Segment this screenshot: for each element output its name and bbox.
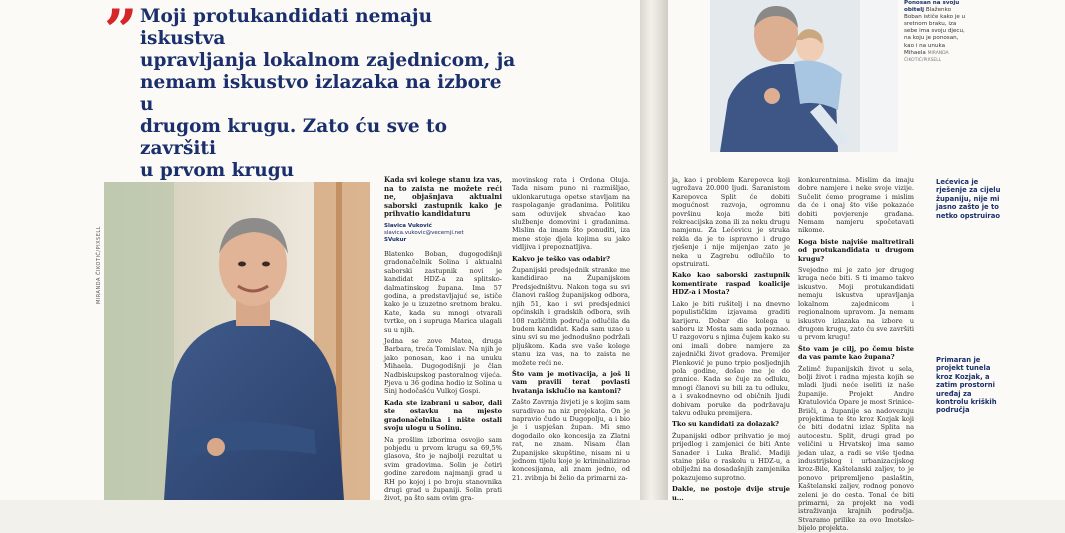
byline: [384, 223, 502, 244]
paragraph: Županijski predsjednik stranke me kandidirao na Županijskom Predsjedništvu. Nakon toga su svi članovi rašlog županijskog odbora, njih 51, kao i svi predsjednici općinskih i gradskih odbora, svih 108 različitih područja odlučila da budem kandidat. Kada sam uzao u sinu svi su me jednodušno podržali pljuškom. Kada sve vaše kolege stanu iza vas, na to zaista ne možete reći ne.: [512, 266, 630, 367]
quote-mark-icon: ”: [104, 0, 138, 65]
family-illustration: [710, 0, 898, 152]
paragraph: konkurentnima. Mislim da imaju dobre namjere i neke svoje vizije. Sučelit ćemo programe i mislim da će i onaj što više pokazaće dobiti povjerenje građana. Nemam namjeru spočetavati nikome.: [798, 176, 914, 235]
photo-caption: [904, 0, 966, 64]
paragraph: Lako je biti rušitelj i na dnevno populističkim izjavama graditi karijeru. Dobar dio kolega u saboru iz Mosta sam sada poznao. U razgovoru s njima čujem kako su oni imali dobre namjere za zajednički život gradova. Premijer Plenković je puno trpio posljednjih pola godine, došao me je do granice. Kada se čuje za odluku, mnogi članovi su bili za tu odluku, a i svakodnevno od običnih ljudi dobivam poruke da podržavaju takvu odluku premijera.: [672, 299, 790, 417]
question: Kada ste izabrani u sabor, dali ste ostavku na mjesto gradonačelnika i nište ostali svoju ulogu u Solinu.: [384, 398, 502, 433]
article-lead: Kada svi kolege stanu iza vas, na to zaista ne možete reći ne, objašnjava aktualni saborski zastupnik kako je prihvatio kandidaturu: [384, 175, 502, 219]
paragraph: Svejedno mi je zato jer drugog kruga neće biti. S ti imamo takvo iskustvo. Moji protukandidati nemaju iskustva upravljanja lokalnom zajednicom i regionalnom upravom. Ja nemam iskustvo izlazaka na izbore u drugom krugu, zato ću sve završiti u prvom krugu!: [798, 266, 915, 342]
headline-line: upravljanja lokalnom zajednicom, ja: [140, 50, 516, 71]
headline-line: u prvom krugu: [140, 160, 295, 181]
paragraph: Na prošlim izborima osvojio sam pobjedu u prvom krugu sa 69,5% glasova, što je najbolji rezultat u svim gradovima. Solin je četiri godine zaredom najmanji grad u RH po kojoj i po broju stanovnika drugi grad u županiji. Solin prati život, pa što sam ovim gra-: [384, 435, 502, 503]
portrait-photo: [104, 182, 370, 500]
side-pull-quote-1: Lećevica je rješenje za cijelu županiju, nije mi jasno zašto je to netko opstruirao: [936, 178, 1001, 220]
question: Što vam je motivacija, a još li vam pravili terat povlasti hvatanja isklučio na kantoni?: [512, 369, 630, 395]
paragraph: Jedna se zove Matea, druga Barbara, treća Tomislav. Na njih je jako ponosan, kao i na unuku Mihaela. Dugogodišnji je član Nadbiskupskog pastoralnog vijeća. Pjeva u 36 godina hodio iz Solina u Sinj hodočašću Vulkoj Gospi.: [384, 337, 502, 396]
headline-line: nemam iskustvo izlazaka na izbore u: [140, 72, 502, 115]
paragraph: Želimč županijskih život u sela, bolji život i radna mjesta kojih se mladi ljudi neće iseliti iz naše županije. Projekt Andre Kratulovića Opare je most Srinice-Briiči, a županije sa nadovezuju projektima te što kroz Kozjak koji će biti dodatni izlaz Splita na autocestu. Split, drugi grad po veličini u Hrvatskoj ima samo jedan ulaz, a radi se više tjedna industrijskog i urbanizacijskog kroz-Bile, Kaštelanski zaljev, to je ponovo pripremljeno paslaštin, Kaštelanski zaljev, rodnog ponovo zeleni je do cesta. Tonal će biti primarni, za projekt na vodi istraživanja krajnih područja. Stvaramo prilike za ovo Imotsko-bijelo projekta.: [798, 364, 914, 533]
photo-credit-left: MIRANDA ČIKOTIĆ/PIXSELL: [96, 226, 102, 304]
headline-line: drugom krugu. Zato ću sve to završiti: [140, 116, 447, 159]
question: Kakvo je teško vas odabir?: [512, 254, 611, 263]
article-column-4: [798, 176, 915, 533]
paragraph: Županijski odbor prihvatio je moj prijedlog i zamjenici će biti Ante Sanader i Luka Bralić. Madiji staine pišu o raskolu u HDZ-u, a obilježni na dosadašnjih zamjenika pokazujemo suprotno.: [672, 431, 790, 482]
paragraph: Blatenko Boban, dugogodišnji gradonačelnik Solina i aktualni saborski zastupnik novi je kandidat HDZ-a za splitsko-dalmatinskog župana. Ima 57 godina, a predstavljajuć se, ističe kako je u izuzetno sretnom braku. Kate, kada su mnogi otvarali tvrtke, on i supruga Marica ulagali su u njih.: [384, 249, 502, 334]
question: Dakle, ne postoje dvije struje u...: [672, 485, 790, 502]
headline: [140, 6, 520, 182]
headline-line: Moji protukandidati nemaju iskustva: [140, 6, 433, 49]
portrait-illustration: [104, 182, 370, 500]
question: Što vam je cilj, po čemu biste da vas pamte kao župana?: [798, 344, 914, 362]
paragraph: ja, kao i problem Karepovca koji ugrožava 20.000 ljudi. Šaranistom Karepovca Split će dobiti mogućnost razvoja, ogromnu površinu koja može biti rekreacijska zona ili za neku drugu namjenu. Za Lećevicu je struka rekla da je to ispravno i drugo rješenje i nije mijenjao zato je neka u Zagrebu odlučilo to opstruirati.: [672, 176, 790, 269]
byline-email[interactable]: slavica.vukovic@vecernji.net: [384, 229, 464, 236]
right-page: [668, 0, 1065, 533]
side-pull-quote-2: Primaran je projekt tunela kroz Kozjak, a zatim prostorni uređaj za kontrolu kriških područja: [936, 356, 997, 415]
caption-credit: MIRANDA ČIKOTIĆ/PIXSELL: [904, 50, 949, 63]
question: Koga biste najviše maltretirali od protukandidata u drugom krugu?: [798, 237, 914, 263]
question: Kako kao saborski zastupnik komentirate raspad koalicije HDZ-a i Mosta?: [672, 271, 790, 297]
caption-title: Ponosan na svoju obitelj: [904, 0, 960, 14]
article-column-3: [672, 176, 790, 500]
article-column-1: [384, 175, 502, 503]
byline-handle: SVukur: [384, 236, 407, 243]
article-column-2: [512, 176, 630, 500]
question: Tko su kandidati za dolazak?: [672, 420, 779, 429]
paragraph: movinskog rata i Ordona Oluja. Tada nisam puno ni razmišljao, uklonkarutuga opetse stavljam na raspolaganje građanima. Politiku sam oduvijek shvaćao kao službenje domovini i građanima. Mislim da imam što ponuditi, iza mene stoje djela kojima su jako vidljiva i prepoznatljiva.: [512, 176, 630, 252]
byline-name: Slavica Vuković: [384, 222, 432, 229]
page-gutter: [640, 0, 668, 500]
caption-text: Blaženko Boban ističe kako je u sretnom braku, iza sebe ima svoju djecu, na koju je ponosan, kao i na unuka Mihaela: [904, 7, 966, 56]
paragraph: Zašto Zavrnja živjeti je s kojim sam suradivao na niz projekata. On je napravio čudo u Dugopolju, a i bio je i uspješan župan. Mi smo dogodailo oko koncesija za Zlatni rat, ne znam. Nisam član Županijske skupštine, nisam ni u jednom tijelu koje je kriminalizirao koncesijama, ali znam jedno, od 21. zvibnja bi želio da primarni za-: [512, 398, 630, 482]
family-photo: [710, 0, 898, 152]
